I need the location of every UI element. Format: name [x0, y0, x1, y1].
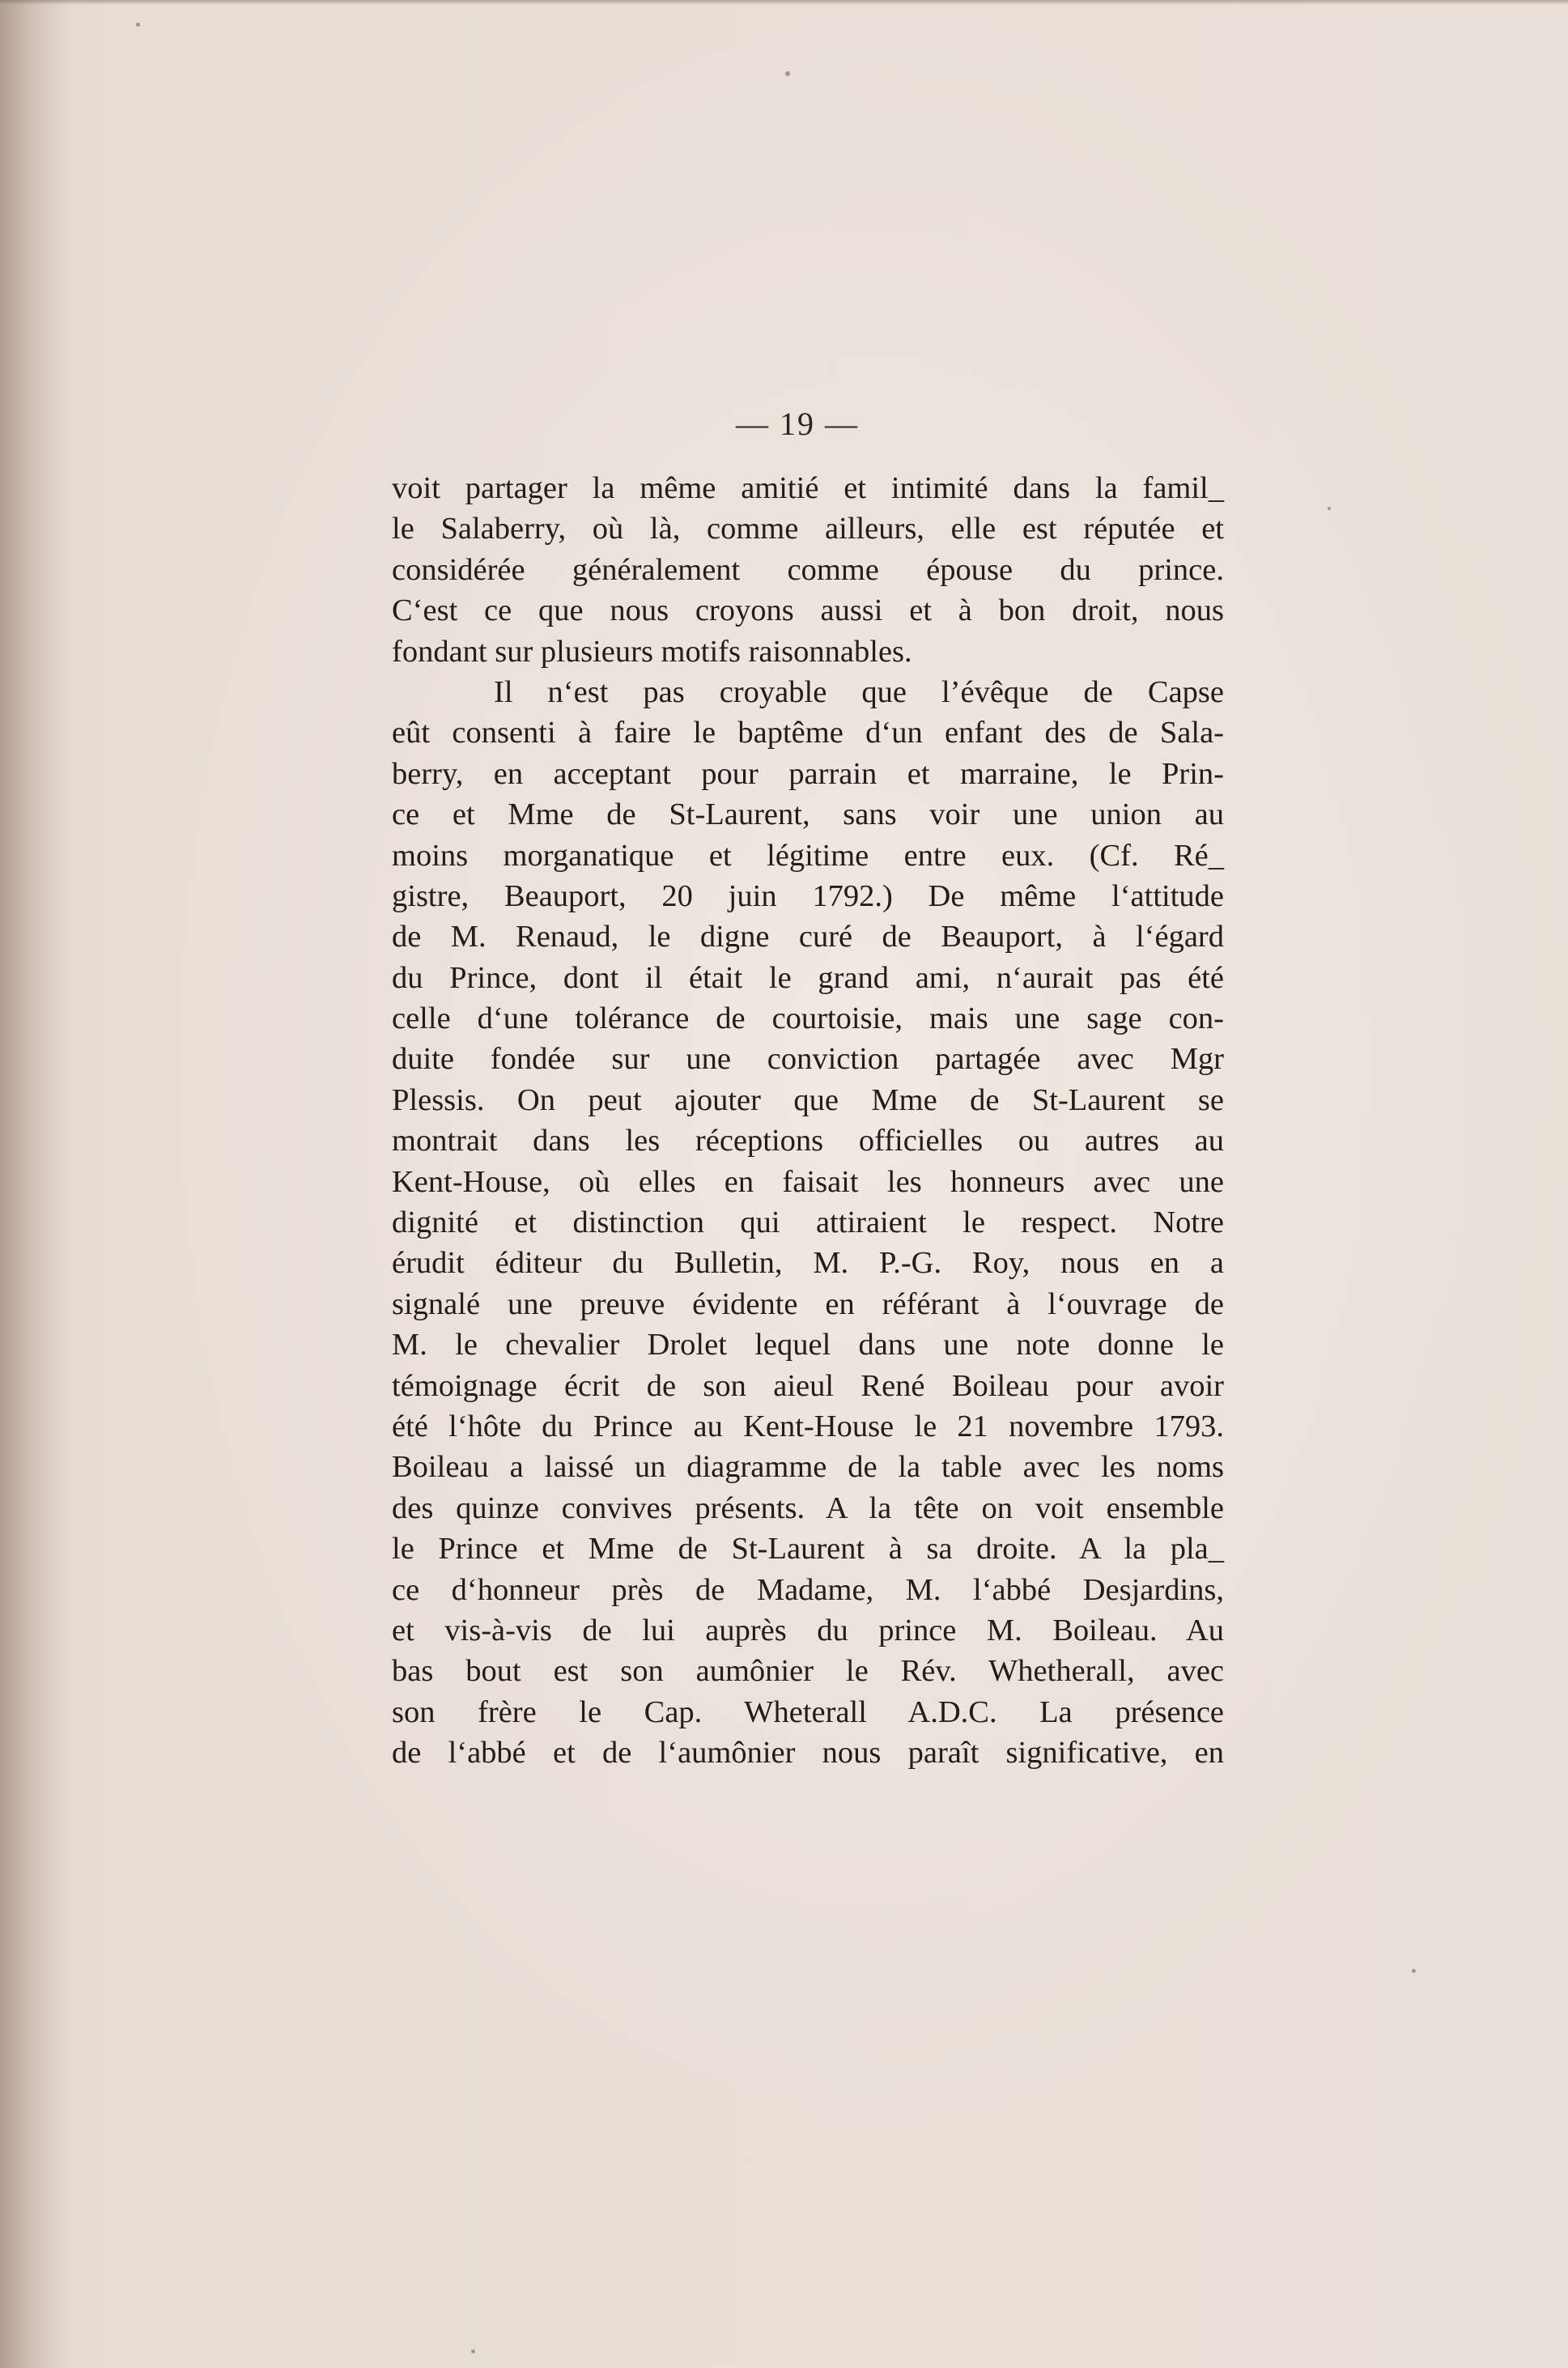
- text-line: moins morganatique et légitime entre eux. (Cf. Ré_: [392, 838, 1224, 873]
- text-line: de l‘abbé et de l‘aumônier nous paraît significative, en: [392, 1736, 1224, 1771]
- text-line: ce d‘honneur près de Madame, M. l‘abbé Desjardins,: [392, 1572, 1224, 1607]
- paper-speck: [471, 2349, 475, 2353]
- text-line: dignité et distinction qui attiraient le respect. Notre: [392, 1205, 1224, 1240]
- body-text: [392, 468, 1224, 1774]
- text-line: Il n‘est pas croyable que l’évêque de Capse: [494, 674, 1224, 709]
- text-line: berry, en acceptant pour parrain et marraine, le Prin-: [392, 756, 1224, 791]
- text-line: C‘est ce que nous croyons aussi et à bon droit, nous: [392, 593, 1224, 628]
- paper-speck: [136, 23, 140, 27]
- text-line: érudit éditeur du Bulletin, M. P.-G. Roy, nous en a: [392, 1246, 1224, 1281]
- text-line: bas bout est son aumônier le Rév. Whetherall, avec: [392, 1654, 1224, 1689]
- text-line: ce et Mme de St-Laurent, sans voir une union au: [392, 797, 1224, 832]
- text-line: du Prince, dont il était le grand ami, n‘aurait pas été: [392, 960, 1224, 995]
- text-line: et vis-à-vis de lui auprès du prince M. Boileau. Au: [392, 1613, 1224, 1647]
- text-line: celle d‘une tolérance de courtoisie, mais une sage con-: [392, 1001, 1224, 1036]
- text-line: signalé une preuve évidente en référant à l‘ouvrage de: [392, 1286, 1224, 1321]
- text-line: des quinze convives présents. A la tête on voit ensemble: [392, 1490, 1224, 1525]
- text-line: témoignage écrit de son aieul René Boileau pour avoir: [392, 1368, 1224, 1403]
- text-line: M. le chevalier Drolet lequel dans une note donne le: [392, 1328, 1224, 1363]
- paper-speck: [1328, 507, 1331, 510]
- text-line: Kent-House, où elles en faisait les honneurs avec une: [392, 1164, 1224, 1199]
- text-line: de M. Renaud, le digne curé de Beauport, à l‘égard: [392, 920, 1224, 954]
- text-line: le Salaberry, où là, comme ailleurs, elle est réputée et: [392, 512, 1224, 546]
- text-line: Boileau a laissé un diagramme de la table avec les noms: [392, 1450, 1224, 1485]
- text-line: fondant sur plusieurs motifs raisonnables.: [392, 634, 912, 669]
- binding-shadow: [0, 0, 73, 2368]
- text-line: montrait dans les réceptions officielles ou autres au: [392, 1124, 1224, 1158]
- text-line: Plessis. On peut ajouter que Mme de St-Laurent se: [392, 1082, 1224, 1117]
- page-number: — 19 —: [736, 406, 859, 442]
- text-line: considérée généralement comme épouse du prince.: [392, 552, 1224, 587]
- text-line: son frère le Cap. Wheterall A.D.C. La présence: [392, 1694, 1224, 1729]
- text-line: été l‘hôte du Prince au Kent-House le 21 novembre 1793.: [392, 1409, 1224, 1443]
- text-line: gistre, Beauport, 20 juin 1792.) De même l‘attitude: [392, 878, 1224, 913]
- text-line: le Prince et Mme de St-Laurent à sa droite. A la pla_: [392, 1532, 1224, 1567]
- page-top-edge: [0, 0, 1568, 5]
- paper-speck: [785, 71, 790, 76]
- text-line: duite fondée sur une conviction partagée avec Mgr: [392, 1042, 1224, 1077]
- paper-speck: [1412, 1969, 1416, 1973]
- text-line: voit partager la même amitié et intimité dans la famil_: [392, 471, 1224, 505]
- text-line: eût consenti à faire le baptême d‘un enfant des de Sala-: [392, 716, 1224, 750]
